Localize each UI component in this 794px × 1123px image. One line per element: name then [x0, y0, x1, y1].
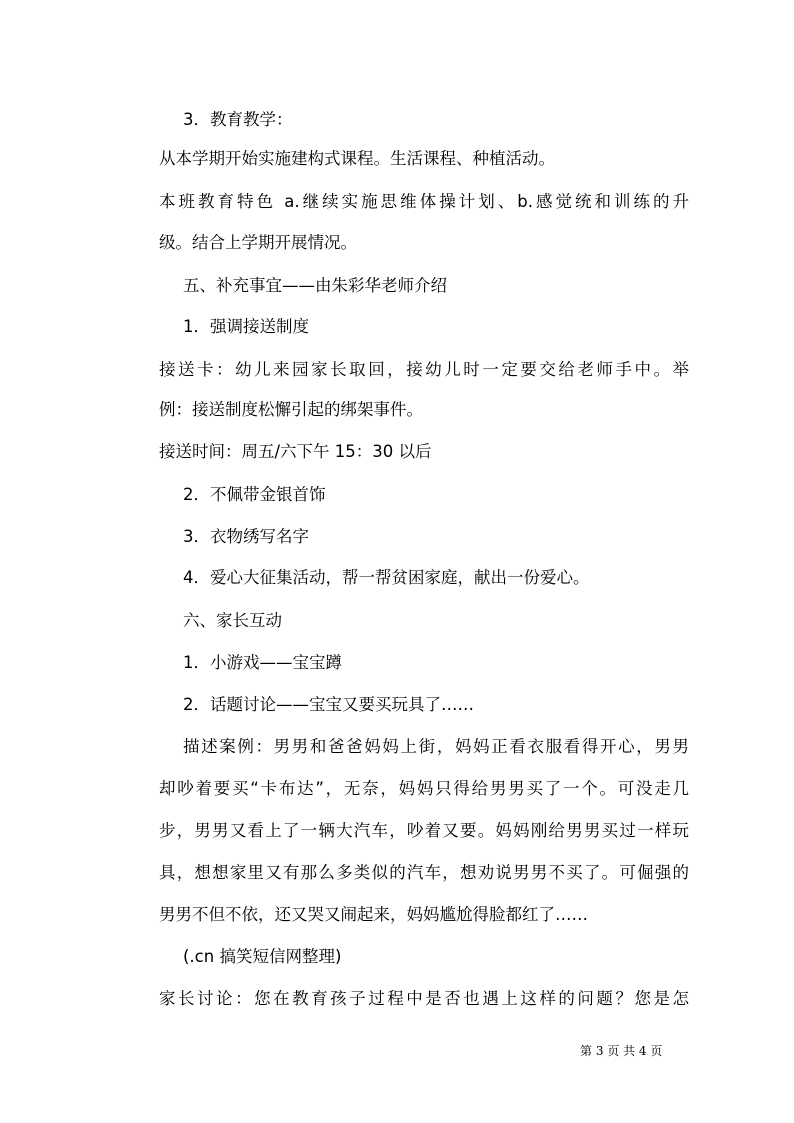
text-line-15: 2．话题讨论——宝宝又要买玩具了……: [183, 695, 474, 714]
text-line-16: 描述案例：男男和爸爸妈妈上街，妈妈正看衣服看得开心，男男: [183, 737, 689, 756]
text-line-8: 例：接送制度松懈引起的绑架事件。: [159, 400, 423, 419]
text-line-1: 3．教育教学：: [183, 110, 293, 129]
text-line-20: 男男不但不依，还又哭又闹起来，妈妈尴尬得脸都红了……: [159, 905, 588, 924]
text-line-14: 1．小游戏——宝宝蹲: [183, 653, 342, 672]
text-line-4: 级。结合上学期开展情况。: [159, 233, 357, 252]
text-line-3: 本班教育特色 a.继续实施思维体操计划、b.感觉统和训练的升: [159, 192, 689, 211]
text-line-10: 2．不佩带金银首饰: [183, 485, 326, 504]
text-line-18: 步，男男又看上了一辆大汽车，吵着又要。妈妈刚给男男买过一样玩: [159, 821, 689, 840]
text-line-5: 五、补充事宜——由朱彩华老师介绍: [183, 276, 447, 295]
text-line-13: 六、家长互动: [183, 611, 282, 630]
text-line-21: (.cn 搞笑短信网整理): [183, 947, 342, 966]
text-line-6: 1．强调接送制度: [183, 317, 309, 336]
text-line-2: 从本学期开始实施建构式课程。生活课程、种植活动。: [159, 149, 555, 168]
text-line-17: 却吵着要买“卡布达”，无奈，妈妈只得给男男买了一个。可没走几: [159, 779, 689, 798]
text-line-12: 4．爱心大征集活动，帮一帮贫困家庭，献出一份爱心。: [183, 568, 590, 587]
page-number-footer: 第 3 页 共 4 页: [580, 1044, 663, 1058]
text-line-11: 3．衣物绣写名字: [183, 527, 309, 546]
text-line-22: 家长讨论：您在教育孩子过程中是否也遇上这样的问题？您是怎: [159, 989, 689, 1008]
text-line-7: 接送卡：幼儿来园家长取回，接幼儿时一定要交给老师手中。举: [159, 360, 689, 379]
text-line-9: 接送时间：周五/六下午 15：30 以后: [159, 442, 432, 461]
text-line-19: 具，想想家里又有那么多类似的汽车，想劝说男男不买了。可倔强的: [159, 863, 689, 882]
